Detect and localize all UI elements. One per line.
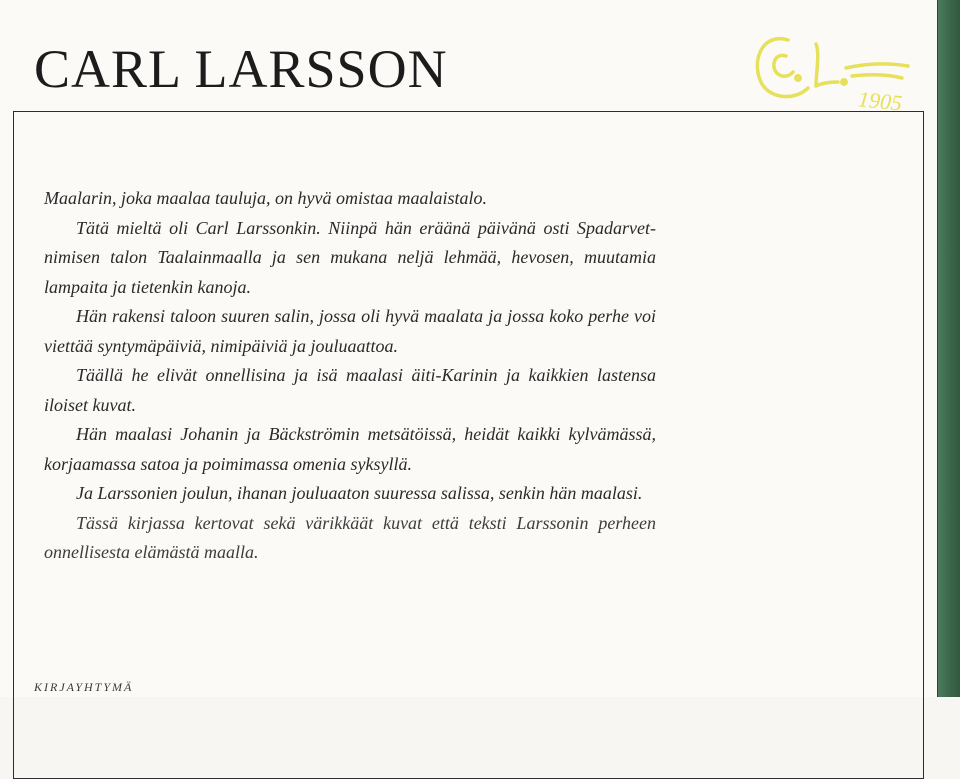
publisher-name: KIRJAYHTYMÄ (34, 680, 134, 694)
description-paragraph: Tässä kirjassa kertovat sekä värikkäät kuvat että teksti Larssonin perheen onnellisesta elämästä maalla. (44, 512, 656, 562)
description-paragraph: Hän maalasi Johanin ja Bäckströmin metsätöissä, heidät kaikki kylvämässä, korjaamassa satoa ja poimimassa omenia syksyllä. (44, 424, 656, 474)
book-spine (937, 0, 960, 697)
description-paragraph: Tätä mieltä oli Carl Larssonkin. Niinpä hän eräänä päivänä osti Spadarvet-nimisen talon Taalainmaalla ja sen mukana neljä lehmää, hevosen, muutamia lampaita ja tietenkin kanoja. (44, 217, 656, 297)
monogram-year: 1905 (856, 86, 904, 116)
cl-monogram-signature (746, 18, 916, 122)
book-title: CARL LARSSON (34, 39, 448, 99)
description-paragraph: Ja Larssonien joulun, ihanan jouluaaton suuressa salissa, senkin hän maalasi. (76, 483, 643, 503)
description-paragraph: Hän rakensi taloon suuren salin, jossa oli hyvä maalata ja jossa koko perhe voi viettää syntymäpäiviä, nimipäiviä ja jouluaattoa. (44, 306, 656, 356)
description-text (44, 184, 656, 568)
description-paragraph: Täällä he elivät onnellisina ja isä maalasi äiti-Karinin ja kaikkien lastensa iloiset kuvat. (44, 365, 656, 415)
description-paragraph: Maalarin, joka maalaa tauluja, on hyvä omistaa maalaistalo. (44, 188, 487, 208)
